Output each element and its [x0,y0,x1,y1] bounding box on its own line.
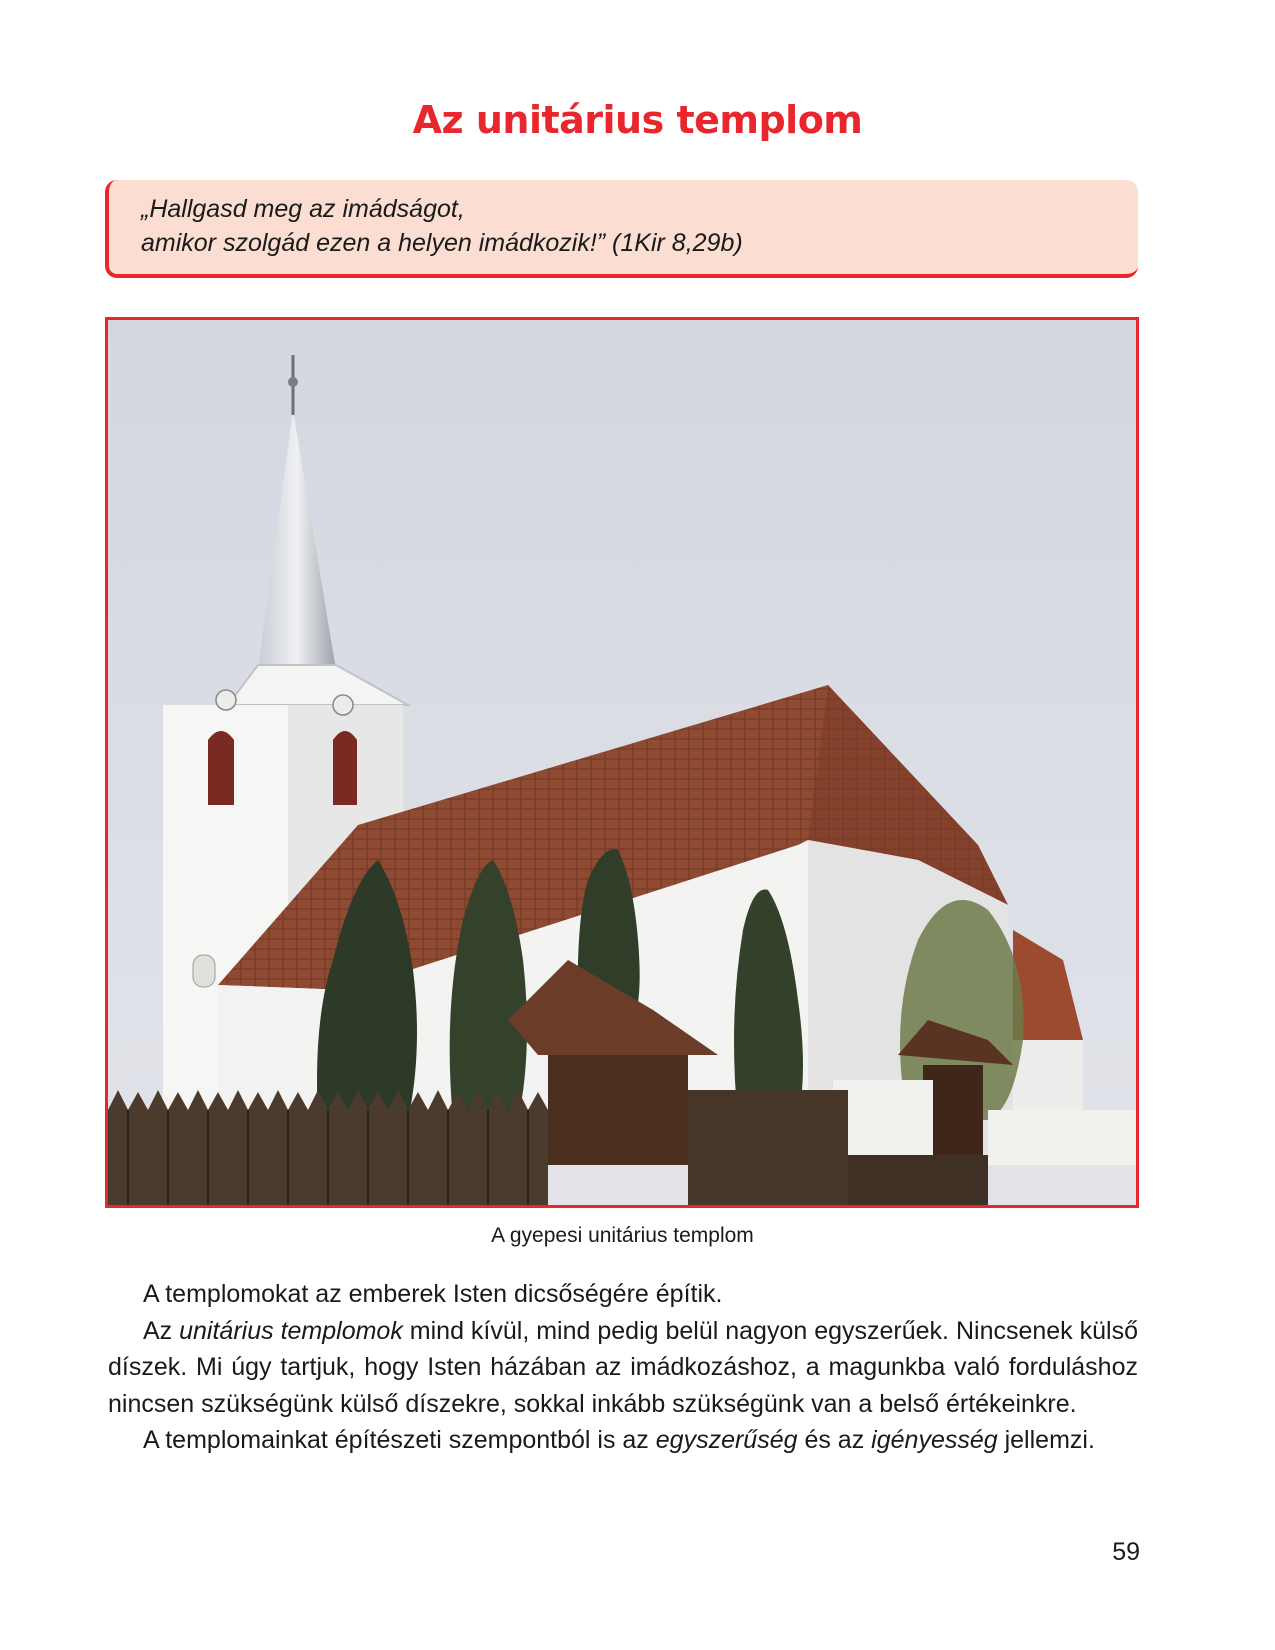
paragraph-3-emphasis: egyszerűség [655,1426,798,1454]
paragraph-3-text: jellemzi. [997,1426,1095,1454]
paragraph-3 [108,1422,1138,1459]
paragraph-3-emphasis: igényesség [871,1426,998,1454]
body-text [108,1276,1138,1459]
photo-caption: A gyepesi unitárius templom [491,1224,754,1247]
page-number: 59 [1112,1538,1140,1566]
paragraph-2 [108,1313,1138,1423]
paragraph-2-text: mind kívül, mind pedig belül nagyon egyszerűek. Nincsenek külső díszek. Mi úgy tartjuk, hogy Isten házában az imádkozáshoz, a magunkba való forduláshoz nincsen szükségünk külső díszekre, sokkal inkább szükségünk van a belső értékeinkre. [108,1316,1138,1418]
wooden-gate [548,1055,688,1165]
church-photo [105,317,1139,1208]
quote-line-2: amikor szolgád ezen a helyen imádkozik!” (1Kir 8,29b) [141,229,743,257]
church-photo-illustration [108,320,1136,1205]
paragraph-1: A templomokat az emberek Isten dicsőségére építik. [143,1280,723,1308]
quote-line-1: „Hallgasd meg az imádságot, [141,195,465,223]
page-title: Az unitárius templom [412,98,863,142]
paragraph-3-text: és az [797,1426,872,1454]
bible-quote-box [105,180,1138,278]
paragraph-2-text: Az [143,1316,180,1345]
tower-window [208,731,234,805]
paragraph-2-emphasis: unitárius templomok [179,1316,403,1345]
paragraph-3-text: A templomainkat építészeti szempontból is az [143,1426,656,1454]
tower-window [333,731,357,805]
